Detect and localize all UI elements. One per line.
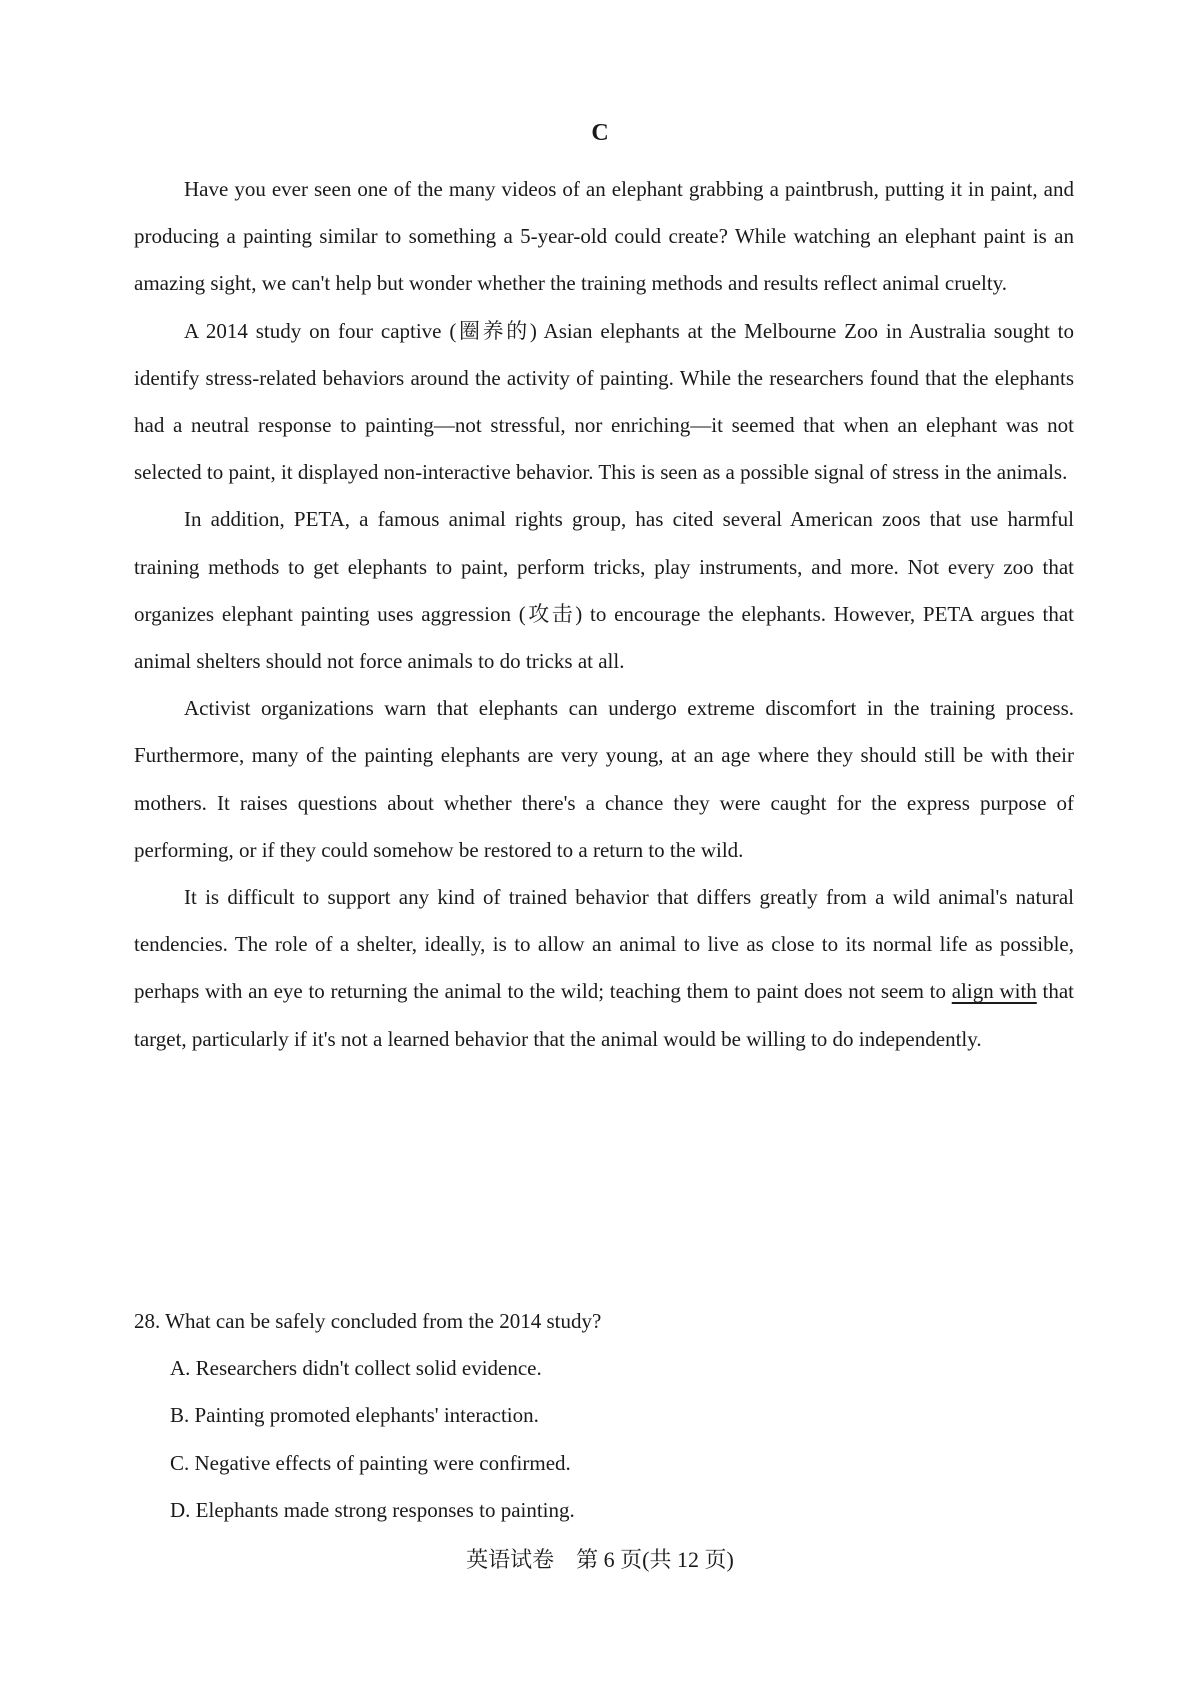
page-footer: 英语试卷 第 6 页(共 12 页) <box>466 1547 734 1572</box>
paragraph-4: Activist organizations warn that elephants can undergo extreme discomfort in the training process. Furthermore, many of the painting elephants are very young, at an age where they should still be with their mothers. It raises questions about whether there's a chance they were caught for the express purpose of performing, or if they could somehow be restored to a return to the wild. <box>134 696 1074 862</box>
section-title: C <box>591 120 609 146</box>
paragraph-5-text-before: It is difficult to support any kind of trained behavior that differs greatly from a wild animal's natural tendencies. The role of a shelter, ideally, is to allow an animal to live as close to its normal life as possible, perhaps with an eye to returning the animal to the wild; teaching them to paint does not seem to <box>134 885 1074 1004</box>
paragraph-5-text-after: that target, particularly if it's not a learned behavior that the animal would be willing to do independently. <box>134 979 1074 1051</box>
underlined-phrase: align with <box>951 979 1037 1004</box>
option-c: C. Negative effects of painting were confirmed. <box>170 1450 571 1475</box>
question-stem: 28. What can be safely concluded from the 2014 study? <box>134 1309 602 1333</box>
paragraph-3: In addition, PETA, a famous animal rights group, has cited several American zoos that use harmful training methods to get elephants to paint, perform tricks, play instruments, and more. Not every zoo that organizes elephant painting uses aggression (攻击) to encourage the elephants. However, PETA argues that animal shelters should not force animals to do tricks at all. <box>134 507 1074 674</box>
reading-passage <box>134 166 1074 1063</box>
option-d: D. Elephants made strong responses to painting. <box>170 1497 575 1522</box>
option-b: B. Painting promoted elephants' interaction. <box>170 1403 539 1428</box>
paragraph-5 <box>134 874 1074 1063</box>
question-28 <box>134 1298 1074 1534</box>
paragraph-2: A 2014 study on four captive (圈养的) Asian elephants at the Melbourne Zoo in Australia sought to identify stress-related behaviors around the activity of painting. While the researchers found that the elephants had a neutral response to painting—not stressful, nor enriching—it seemed that when an elephant was not selected to paint, it displayed non-interactive behavior. This is seen as a possible signal of stress in the animals. <box>134 318 1074 485</box>
paragraph-1: Have you ever seen one of the many videos of an elephant grabbing a paintbrush, putting it in paint, and producing a painting similar to something a 5-year-old could create? While watching an elephant paint is an amazing sight, we can't help but wonder whether the training methods and results reflect animal cruelty. <box>134 177 1074 296</box>
option-a: A. Researchers didn't collect solid evidence. <box>170 1356 542 1381</box>
